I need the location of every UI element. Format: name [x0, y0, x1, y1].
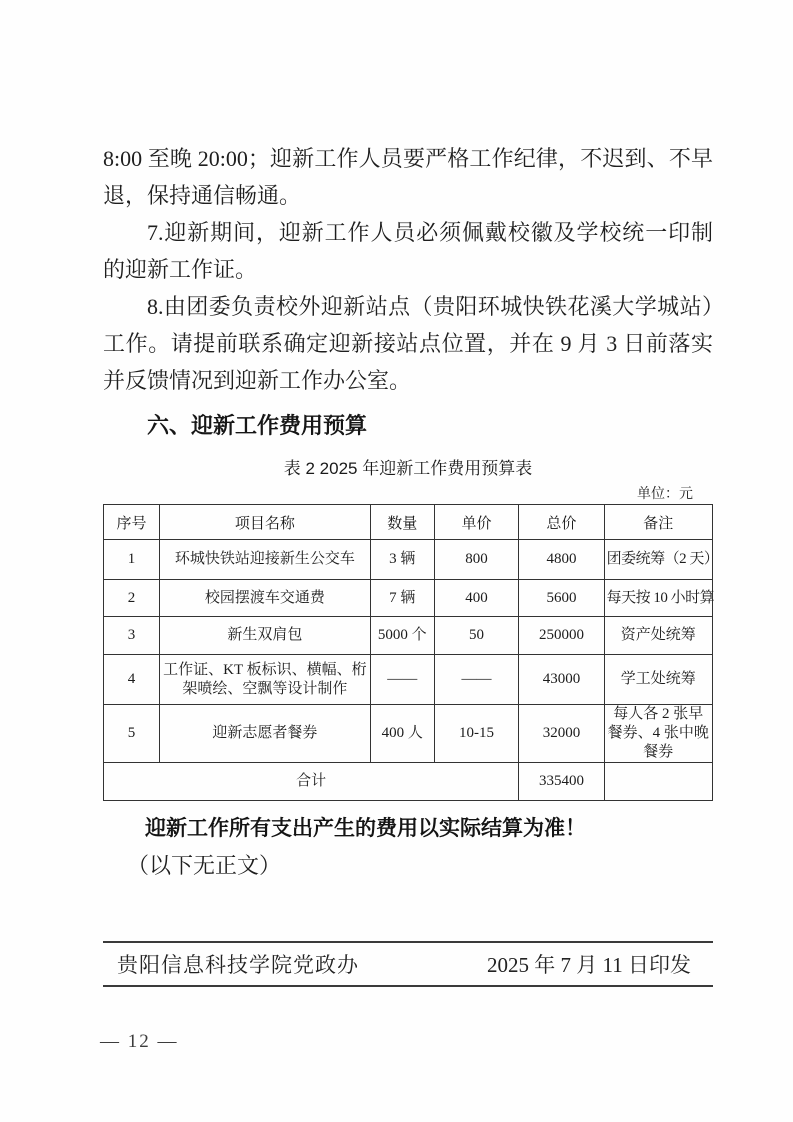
table-row [104, 705, 713, 763]
header-item-name: 项目名称 [160, 505, 371, 540]
table-cell: 400 [434, 580, 519, 617]
total-remark-cell [604, 763, 712, 801]
table-cell: 10-15 [434, 705, 519, 763]
footer-print-date: 2025 年 7 月 11 日印发 [487, 953, 691, 977]
table-cell: 5000 个 [370, 617, 434, 655]
header-total-price: 总价 [519, 505, 604, 540]
table-cell: 3 [104, 617, 160, 655]
table-cell: 迎新志愿者餐券 [160, 705, 371, 763]
table-cell: 32000 [519, 705, 604, 763]
header-unit-price: 单价 [434, 505, 519, 540]
table-cell: —— [370, 655, 434, 705]
header-quantity: 数量 [370, 505, 434, 540]
table-cell: 5600 [519, 580, 604, 617]
table-total-row [104, 763, 713, 801]
body-paragraph-1: 8:00 至晚 20:00；迎新工作人员要严格工作纪律，不迟到、不早退，保持通信畅通。 [103, 146, 713, 208]
table-cell: 800 [434, 540, 519, 580]
table-cell: 2 [104, 580, 160, 617]
document-body [103, 140, 719, 883]
table-cell: 资产处统筹 [604, 617, 712, 655]
total-value-cell: 335400 [519, 763, 604, 801]
footer-band [103, 941, 713, 987]
table-caption: 表 2 2025 年迎新工作费用预算表 [283, 459, 533, 478]
unit-label: 单位：元 [637, 485, 693, 501]
table-cell: 5 [104, 705, 160, 763]
table-row [104, 540, 713, 580]
closing-note: （以下无正文） [127, 853, 282, 878]
table-cell: 400 人 [370, 705, 434, 763]
table-cell: 3 辆 [370, 540, 434, 580]
footer-issuer: 贵阳信息科技学院党政办 [117, 953, 359, 977]
table-cell: 1 [104, 540, 160, 580]
body-paragraph-2: 7.迎新期间，迎新工作人员必须佩戴校徽及学校统一印制的迎新工作证。 [103, 220, 713, 282]
table-row [104, 580, 713, 617]
table-cell: 250000 [519, 617, 604, 655]
table-cell: —— [434, 655, 519, 705]
header-remark: 备注 [604, 505, 712, 540]
table-cell: 每天按 10 小时算 [604, 580, 712, 617]
emphasis-line: 迎新工作所有支出产生的费用以实际结算为准！ [145, 817, 586, 840]
table-cell: 校园摆渡车交通费 [160, 580, 371, 617]
budget-table [103, 504, 719, 801]
section-heading: 六、迎新工作费用预算 [147, 413, 368, 438]
table-cell: 7 辆 [370, 580, 434, 617]
table-cell: 每人各 2 张早餐券、4 张中晚餐券 [604, 705, 712, 763]
total-label-cell: 合计 [104, 763, 519, 801]
table-row [104, 655, 713, 705]
table-cell: 新生双肩包 [160, 617, 371, 655]
header-seq: 序号 [104, 505, 160, 540]
table-cell: 4 [104, 655, 160, 705]
page-number: — 12 — [100, 1031, 179, 1052]
table-header-row [104, 505, 713, 540]
table-cell: 团委统筹（2 天） [604, 540, 712, 580]
table-cell: 工作证、KT 板标识、横幅、桁架喷绘、空飘等设计制作 [160, 655, 371, 705]
table-row [104, 617, 713, 655]
table-cell: 4800 [519, 540, 604, 580]
table-cell: 环城快铁站迎接新生公交车 [160, 540, 371, 580]
table-cell: 50 [434, 617, 519, 655]
table-cell: 学工处统筹 [604, 655, 712, 705]
table-cell: 43000 [519, 655, 604, 705]
body-paragraph-3: 8.由团委负责校外迎新站点（贵阳环城快铁花溪大学城站）工作。请提前联系确定迎新接站点位置，并在 9 月 3 日前落实并反馈情况到迎新工作办公室。 [103, 294, 713, 393]
